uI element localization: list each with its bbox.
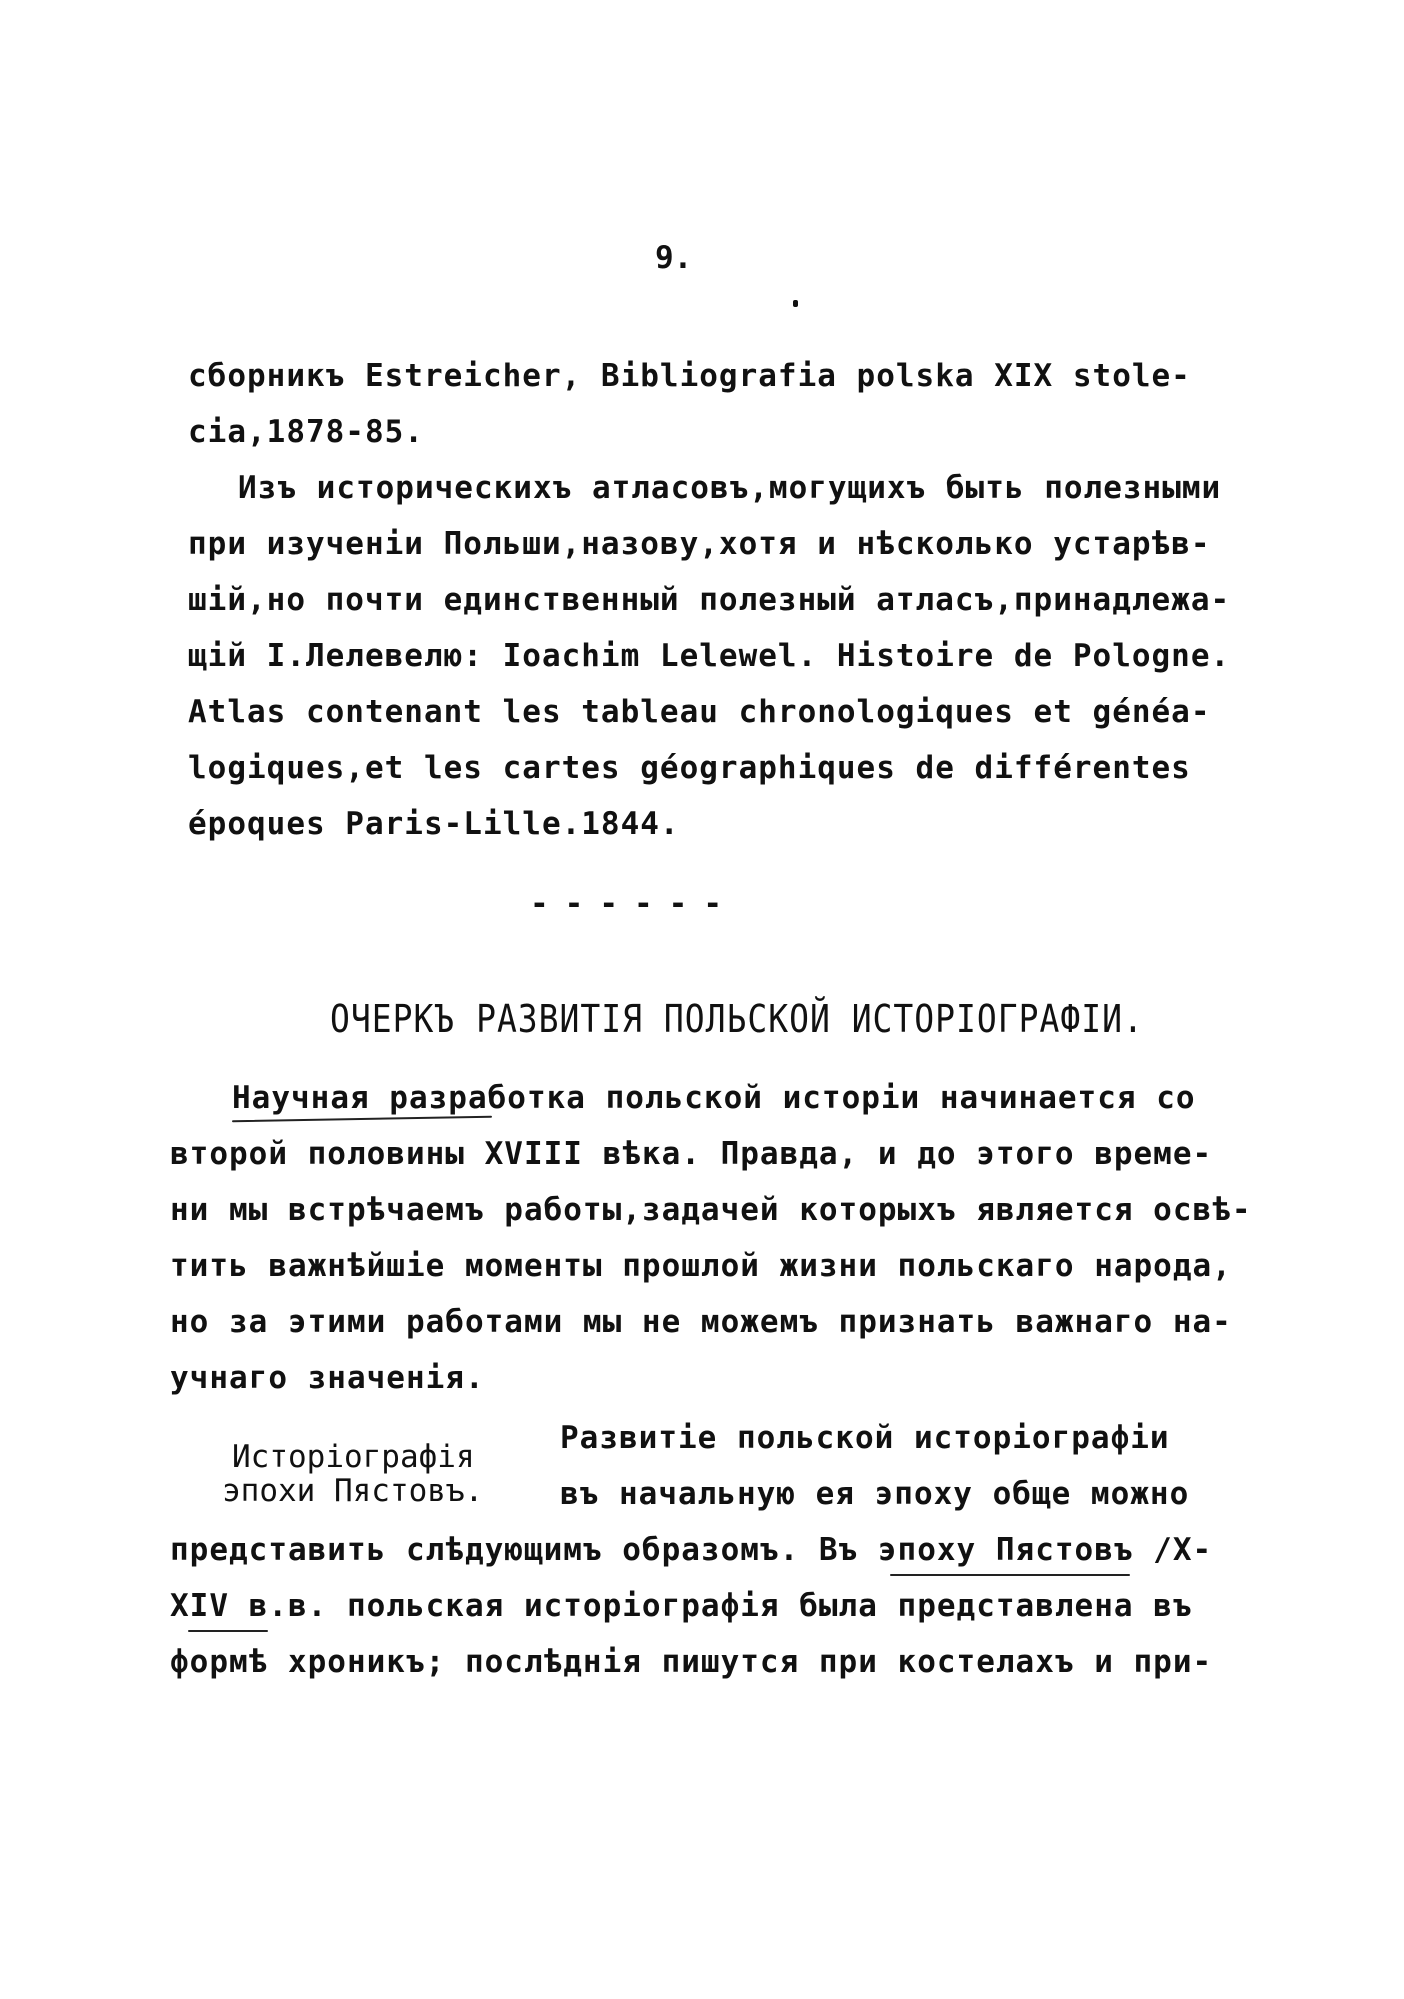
- text-line: ни мы встрѣчаемъ работы,задачей которыхъ является освѣ-: [170, 1192, 1252, 1228]
- text-line: тить важнѣйшіе моменты прошлой жизни польскаго народа,: [170, 1248, 1232, 1284]
- text-line: cia,1878-85.: [188, 414, 424, 450]
- text-line: Изъ историческихъ атласовъ,могущихъ быть полезными: [238, 470, 1222, 506]
- text-line: Научная разработка польской исторіи начинается со: [232, 1080, 1196, 1116]
- pencil-underline: [188, 1630, 268, 1632]
- text-line: сборникъ Estreicher, Bibliografia polska XIX stole-: [188, 358, 1191, 394]
- margin-note-line: эпохи Пястовъ.: [222, 1473, 484, 1509]
- text-line: учнаго значенія.: [170, 1360, 485, 1396]
- section-separator: ------: [530, 886, 738, 922]
- text-line: представить слѣдующимъ образомъ. Въ эпоху Пястовъ /X-: [170, 1532, 1213, 1568]
- text-line: шій,но почти единственный полезный атласъ,принадлежа-: [188, 582, 1231, 618]
- text-line: щій I.Лелевелю: Ioachim Lelewel. Histoire de Pologne.: [188, 638, 1231, 674]
- text-line: второй половины XVIII вѣка. Правда, и до этого време-: [170, 1136, 1213, 1172]
- pencil-underline: [890, 1574, 1130, 1576]
- margin-note-line: Исторіографія: [232, 1439, 475, 1475]
- text-line: при изученіи Польши,назову,хотя и нѣсколько устарѣв-: [188, 526, 1211, 562]
- text-line: logiques,et les cartes géographiques de différentes: [188, 750, 1191, 786]
- text-line: въ начальную ея эпоху обще можно: [560, 1476, 1190, 1512]
- text-line: époques Paris-Lille.1844.: [188, 806, 680, 842]
- page-number: 9.: [655, 240, 693, 276]
- text-line: XIV в.в. польская исторіографія была представлена въ: [170, 1588, 1193, 1624]
- section-heading: ОЧЕРКЪ РАЗВИТІЯ ПОЛЬСКОЙ ИСТОРІОГРАФІИ.: [330, 996, 1144, 1041]
- text-line: Развитіе польской исторіографіи: [560, 1420, 1170, 1456]
- ink-speck: [793, 300, 798, 307]
- text-line: формѣ хроникъ; послѣднія пишутся при костелахъ и при-: [170, 1644, 1213, 1680]
- text-line: Atlas contenant les tableau chronologiques et généa-: [188, 694, 1211, 730]
- text-line: но за этими работами мы не можемъ признать важнаго на-: [170, 1304, 1232, 1340]
